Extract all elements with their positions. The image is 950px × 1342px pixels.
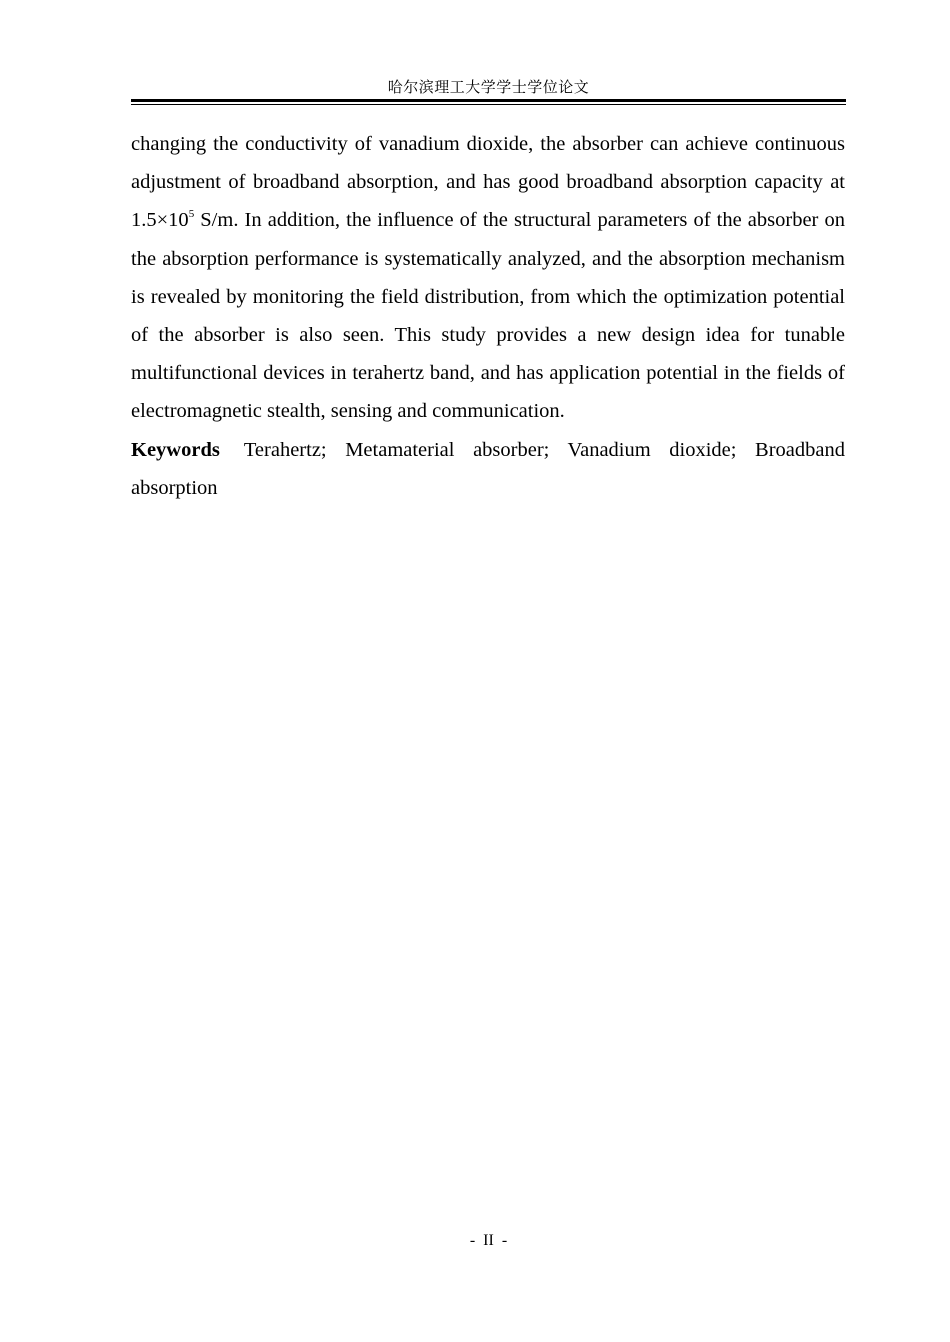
abstract-text-part1: changing the conductivity of vanadium dioxide, the absorber can achieve continuous adjustment of broadband absorption, and has good broadband absorption capacity at 1.5×10 [131,133,845,232]
abstract-body [131,125,845,507]
abstract-exponent: 5 [188,208,195,221]
header-rule-thin [131,104,846,105]
page-number: - II - [469,1232,508,1249]
keywords-paragraph [131,431,845,507]
page-header: 哈尔滨理工大学学士学位论文 [387,78,590,96]
abstract-paragraph [131,125,845,431]
keywords-label: Keywords [131,438,220,461]
header-rule-thick [131,99,846,102]
keywords-text: Terahertz; Metamaterial absorber; Vanadium dioxide; Broadband absorption [131,438,845,499]
abstract-text-part2: S/m. In addition, the influence of the structural parameters of the absorber on the absorption performance is systematically analyzed, and the absorption mechanism is revealed by monitoring the field distribution, from which the optimization potential of the absorber is also seen. This study provides a new design idea for tunable multifunctional devices in terahertz band, and has application potential in the fields of electromagnetic stealth, sensing and communication. [131,209,845,423]
